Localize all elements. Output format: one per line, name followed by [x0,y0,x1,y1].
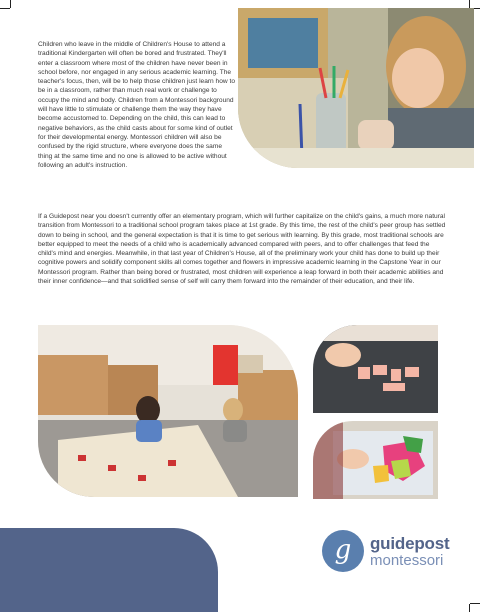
photo-map-puzzle [313,421,438,499]
body-paragraph-2: If a Guidepost near you doesn't currently offer an elementary program, which will further capitalize on the child's gains, a much more natural transition from Montessori to a traditional school program takes place at 1st grade. By this time, the rest of the child's peer group has settled down to being in school, and the general expectation is that it is time to get serious with learning. By this grade, most traditional schools are better equipped to meet the needs of a child who is academically advanced compared with peers, and to offer challenges that feed the child's mind and energies. Meanwhile, in that last year of Children's House, all of the preliminary work your child has done to build up their cognitive powers and solidify component skills all comes together and flowers in impressive academic learning in the Capstone Year in our Montessori program. Rather than being bored or frustrated, most children will experience a leap forward in both their academic abilities and their inner confidence—and that solidified sense of self will carry them forward into the remainder of their education, and their life. [38,213,446,286]
body-paragraph-1: Children who leave in the middle of Children's House to attend a traditional Kindergarten will often be bored and frustrated. They'll enter a classroom where most of the children have never been in school before, nor engaged in any serious academic learning. The teacher's focus, then, will be to help those children just learn how to be in a classroom, rather than much real work or challenge to occupy the mind and body. Children from a Montessori background will have little to stimulate or challenge them the way they have become accustomed to. Depending on the child, this can lead to negative behaviors, as the child casts about for some kind of outlet for their developmental energy. Montessori children will also be confused by the rigid structure, where everyone does the same thing at the same time and no one is allowed to be active without following an adult's instruction. [38,41,235,169]
guidepost-montessori-logo [322,530,450,574]
decorative-blue-shape [0,528,218,612]
crop-mark [10,0,11,8]
logo-wordmark-guidepost: guidepost [370,534,450,553]
photo-girl-writing [238,8,474,168]
logo-mark-icon: g [322,530,364,572]
crop-mark [469,0,470,8]
photo-classroom [38,325,298,497]
crop-mark [470,603,480,604]
crop-mark [0,8,10,9]
photo-hands-beads [313,325,438,413]
logo-wordmark-montessori: montessori [370,552,444,569]
crop-mark [469,604,470,612]
